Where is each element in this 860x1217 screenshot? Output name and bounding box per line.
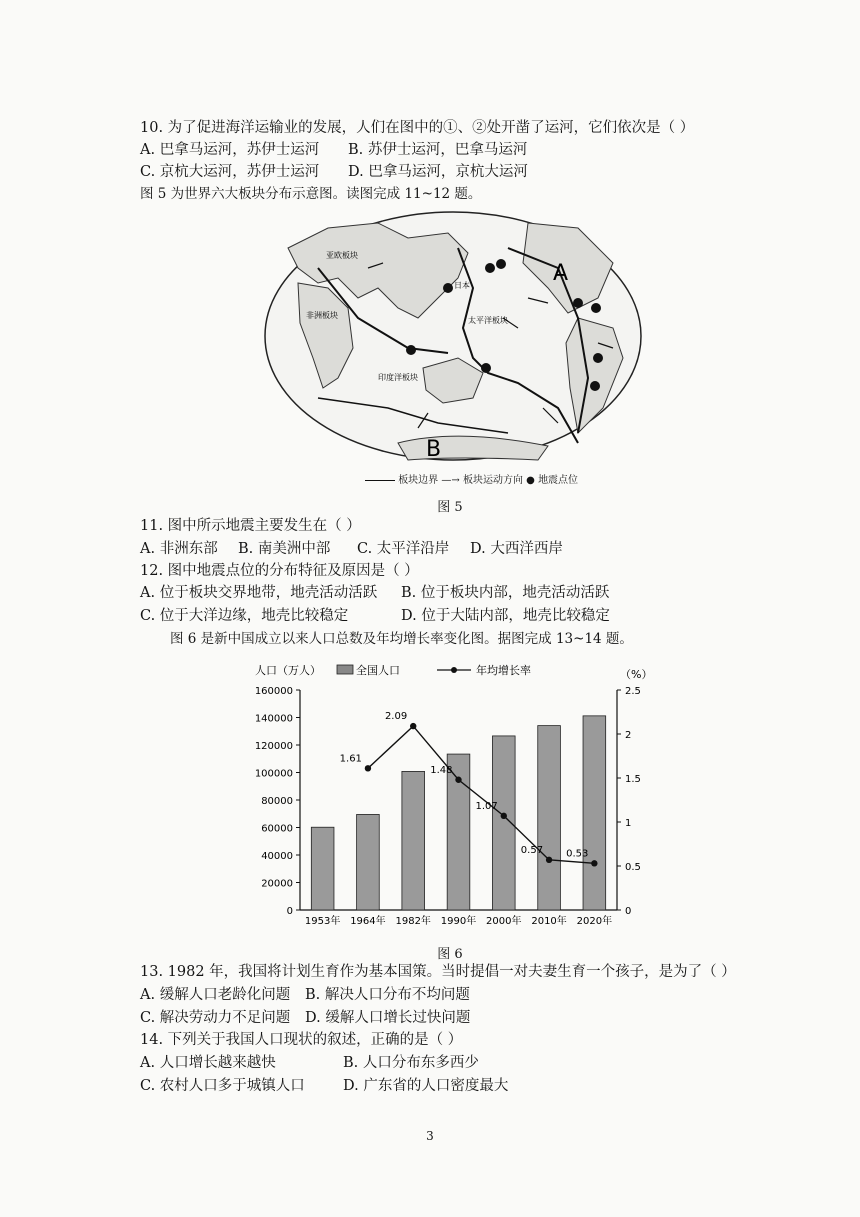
population-bar	[311, 827, 334, 910]
y-left-tick-label: 140000	[254, 713, 293, 725]
y-left-tick-label: 20000	[261, 878, 293, 890]
legend-arrow-icon: —→	[441, 475, 460, 486]
population-bar	[583, 716, 606, 910]
x-tick-label: 2000年	[486, 916, 522, 927]
x-tick-label: 1953年	[304, 916, 341, 927]
q14-option-c: C. 农村人口多于城镇人口	[140, 1078, 305, 1094]
legend-series-bar: 全国人口	[356, 664, 400, 677]
y-right-tick-label: 0	[625, 906, 632, 917]
growth-rate-point	[365, 765, 371, 771]
label-japan: 日本	[454, 281, 470, 290]
page-number: 3	[426, 1129, 434, 1143]
population-chart	[225, 660, 655, 930]
q14-stem: 14. 下列关于我国人口现状的叙述，正确的是（ ）	[140, 1032, 463, 1048]
population-chart-svg	[225, 660, 655, 930]
map-legend	[365, 472, 578, 490]
x-tick-label: 1982年	[395, 916, 431, 927]
growth-rate-label: 2.09	[384, 711, 408, 723]
q10-option-a: A. 巴拿马运河，苏伊士运河	[140, 142, 320, 158]
label-eurasia: 亚欧板块	[326, 251, 358, 260]
y-right-tick-label: 1	[625, 818, 632, 829]
growth-rate-label: 0.53	[566, 848, 589, 860]
growth-rate-point	[546, 857, 552, 863]
x-tick-label: 1964年	[350, 916, 386, 927]
y-right-tick-label: 2	[625, 730, 632, 741]
q11-stem: 11. 图中所示地震主要发生在（ ）	[140, 518, 361, 534]
q14-option-a: A. 人口增长越来越快	[140, 1055, 276, 1071]
label-indian: 印度洋板块	[378, 373, 418, 382]
q12-option-b: B. 位于板块内部，地壳活动活跃	[401, 585, 610, 601]
fig5-intro: 图 5 为世界六大板块分布示意图。读图完成 11~12 题。	[140, 186, 482, 202]
q11-option-b: B. 南美洲中部	[238, 541, 331, 557]
y-left-tick-label: 120000	[254, 741, 293, 752]
q12-stem: 12. 图中地震点位的分布特征及原因是（ ）	[140, 563, 419, 579]
population-bar	[402, 771, 425, 910]
x-tick-label: 1990年	[440, 916, 477, 927]
q12-option-a: A. 位于板块交界地带，地壳活动活跃	[140, 585, 378, 601]
legend-bar-swatch	[337, 665, 353, 674]
q12-option-c: C. 位于大洋边缘，地壳比较稳定	[140, 608, 349, 624]
population-bar	[357, 814, 380, 910]
fig6-intro: 图 6 是新中国成立以来人口总数及年均增长率变化图。据图完成 13~14 题。	[170, 631, 633, 647]
quake-dot-icon: ●	[526, 475, 535, 486]
q11-option-a: A. 非洲东部	[140, 541, 218, 557]
legend-boundary-line	[365, 480, 395, 481]
growth-rate-point	[410, 723, 416, 729]
legend-line-marker	[451, 667, 457, 673]
y-left-tick-label: 100000	[254, 768, 293, 780]
fig6-caption: 图 6	[437, 947, 463, 962]
y-left-tick-label: 0	[286, 906, 293, 917]
population-bar	[538, 726, 561, 910]
y-right-tick-label: 1.5	[625, 774, 641, 785]
q13-stem: 13. 1982 年，我国将计划生育作为基本国策。当时提倡一对夫妻生育一个孩子，是为了（ ）	[140, 964, 736, 980]
legend-boundary: 板块边界	[398, 475, 439, 486]
growth-rate-label: 0.57	[520, 844, 544, 856]
label-A: A	[553, 261, 569, 286]
growth-rate-point	[591, 860, 597, 866]
x-tick-label: 2010年	[531, 916, 567, 927]
q10-option-c: C. 京杭大运河，苏伊士运河	[140, 164, 320, 180]
legend-quake: 地震点位	[538, 475, 579, 486]
x-tick-label: 2020年	[576, 916, 613, 927]
y-right-tick-label: 0.5	[625, 862, 641, 873]
plate-map-svg	[258, 208, 648, 468]
label-B: B	[426, 437, 442, 462]
growth-rate-label: 1.48	[430, 764, 453, 776]
label-pacific: 太平洋板块	[468, 316, 508, 325]
y-left-tick-label: 160000	[254, 686, 293, 697]
y-left-tick-label: 80000	[261, 796, 293, 807]
q13-option-a: A. 缓解人口老龄化问题	[140, 987, 291, 1003]
y-left-tick-label: 40000	[261, 851, 293, 862]
q10-stem: 10. 为了促进海洋运输业的发展，人们在图中的①、②处开凿了运河，它们依次是（ ）	[140, 120, 695, 136]
y-axis-right-title: （%）	[620, 668, 653, 681]
plate-map	[258, 208, 648, 468]
q14-option-d: D. 广东省的人口密度最大	[343, 1078, 509, 1094]
q12-option-d: D. 位于大陆内部，地壳比较稳定	[401, 608, 610, 624]
label-africa: 非洲板块	[306, 311, 338, 320]
q13-option-c: C. 解决劳动力不足问题	[140, 1010, 291, 1026]
q13-option-d: D. 缓解人口增长过快问题	[305, 1010, 471, 1026]
legend-direction: 板块运动方向	[462, 475, 523, 486]
q14-option-b: B. 人口分布东多西少	[343, 1055, 479, 1071]
growth-rate-point	[501, 813, 507, 819]
y-axis-left-title: 人口（万人）	[255, 664, 321, 677]
growth-rate-label: 1.07	[475, 800, 498, 812]
y-left-tick-label: 60000	[261, 823, 293, 835]
y-right-tick-label: 2.5	[625, 686, 641, 697]
q11-option-d: D. 大西洋西岸	[470, 541, 563, 557]
q13-option-b: B. 解决人口分布不均问题	[305, 987, 470, 1003]
legend-series-line: 年均增长率	[476, 664, 531, 677]
fig5-caption: 图 5	[437, 500, 463, 515]
growth-rate-point	[455, 777, 461, 783]
q10-option-b: B. 苏伊士运河，巴拿马运河	[348, 142, 528, 158]
q11-option-c: C. 太平洋沿岸	[357, 541, 450, 557]
growth-rate-label: 1.61	[339, 753, 362, 765]
q10-option-d: D. 巴拿马运河，京杭大运河	[348, 164, 528, 180]
